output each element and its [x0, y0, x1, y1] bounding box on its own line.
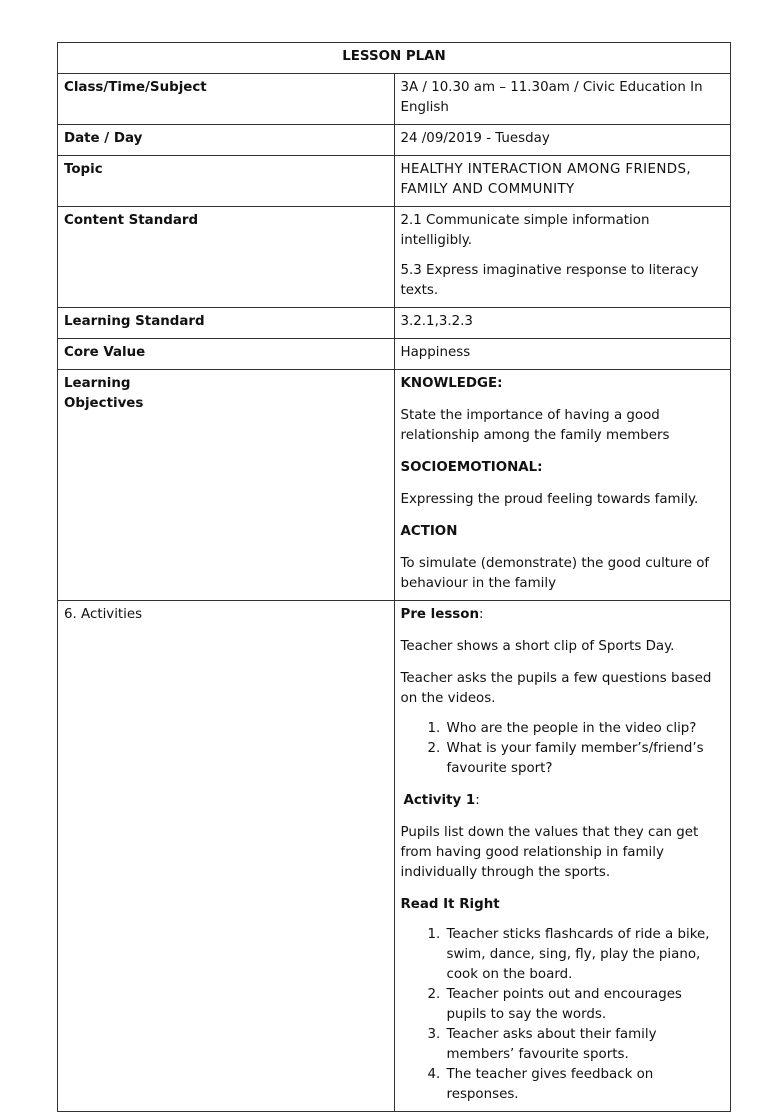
row-content-standard	[58, 207, 731, 308]
lesson-plan-table	[57, 42, 731, 1112]
row-date-day	[58, 125, 731, 156]
learning-objectives-label-line: Learning	[64, 376, 131, 391]
pre-lesson-colon: :	[479, 607, 484, 622]
read-it-right-step: 3. Teacher asks about their family members’ favourite sports.	[445, 1025, 725, 1065]
knowledge-text: State the importance of having a good relationship among the family members	[400, 408, 670, 443]
read-it-right-step: 2. Teacher points out and encourages pupils to say the words.	[445, 985, 725, 1025]
socioemotional-heading: SOCIOEMOTIONAL:	[400, 460, 543, 475]
activities-cell	[394, 601, 731, 1112]
content-standard-line: 5.3 Express imaginative response to literacy texts.	[400, 263, 699, 298]
socioemotional-text: Expressing the proud feeling towards family.	[400, 492, 699, 507]
action-heading: ACTION	[400, 524, 458, 539]
row-learning-objectives	[58, 370, 731, 601]
content-standard-cell	[394, 207, 731, 308]
activities-label: 6. Activities	[58, 601, 395, 1112]
activity-1-colon: :	[475, 793, 480, 808]
pre-lesson-heading-line	[401, 605, 725, 625]
row-topic	[58, 156, 731, 207]
date-day-label: Date / Day	[58, 125, 395, 156]
learning-objectives-cell	[394, 370, 731, 601]
class-time-subject-value: 3A / 10.30 am – 11.30am / Civic Education In English	[394, 74, 731, 125]
date-day-value: 24 /09/2019 - Tuesday	[394, 125, 731, 156]
lesson-plan-title: LESSON PLAN	[58, 43, 731, 74]
row-learning-standard	[58, 308, 731, 339]
read-it-right-heading: Read It Right	[400, 897, 500, 912]
class-time-subject-label: Class/Time/Subject	[58, 74, 395, 125]
learning-objectives-label	[58, 370, 395, 601]
title-row	[58, 43, 731, 74]
learning-standard-value: 3.2.1,3.2.3	[394, 308, 731, 339]
pre-lesson-heading: Pre lesson	[400, 607, 480, 622]
knowledge-heading: KNOWLEDGE:	[400, 376, 503, 391]
read-it-right-step: 1. Teacher sticks flashcards of ride a bike, swim, dance, sing, fly, play the piano, cook on the board.	[445, 925, 725, 985]
question-item: 1. Who are the people in the video clip?	[445, 719, 725, 739]
pre-lesson-text: Teacher asks the pupils a few questions based on the videos.	[400, 671, 712, 706]
topic-label: Topic	[58, 156, 395, 207]
learning-objectives-label-line: Objectives	[64, 396, 144, 411]
activity-1-heading: Activity 1	[403, 793, 476, 808]
read-it-right-steps	[401, 925, 725, 1105]
pre-lesson-text: Teacher shows a short clip of Sports Day.	[400, 639, 675, 654]
core-value-value: Happiness	[394, 339, 731, 370]
content-standard-line: 2.1 Communicate simple information intelligibly.	[400, 213, 650, 248]
content-standard-label: Content Standard	[58, 207, 395, 308]
question-item: 2. What is your family member’s/friend’s favourite sport?	[445, 739, 725, 779]
activity-1-heading-line	[401, 791, 725, 811]
row-activities	[58, 601, 731, 1112]
activity-1-text: Pupils list down the values that they can get from having good relationship in family individually through the sports.	[400, 825, 699, 880]
core-value-label: Core Value	[58, 339, 395, 370]
learning-standard-label: Learning Standard	[58, 308, 395, 339]
row-class-time-subject	[58, 74, 731, 125]
topic-value: HEALTHY INTERACTION AMONG FRIENDS, FAMILY AND COMMUNITY	[394, 156, 731, 207]
row-core-value	[58, 339, 731, 370]
question-list	[401, 719, 725, 779]
action-text: To simulate (demonstrate) the good culture of behaviour in the family	[400, 556, 710, 591]
read-it-right-step: 4. The teacher gives feedback on responses.	[445, 1065, 725, 1105]
